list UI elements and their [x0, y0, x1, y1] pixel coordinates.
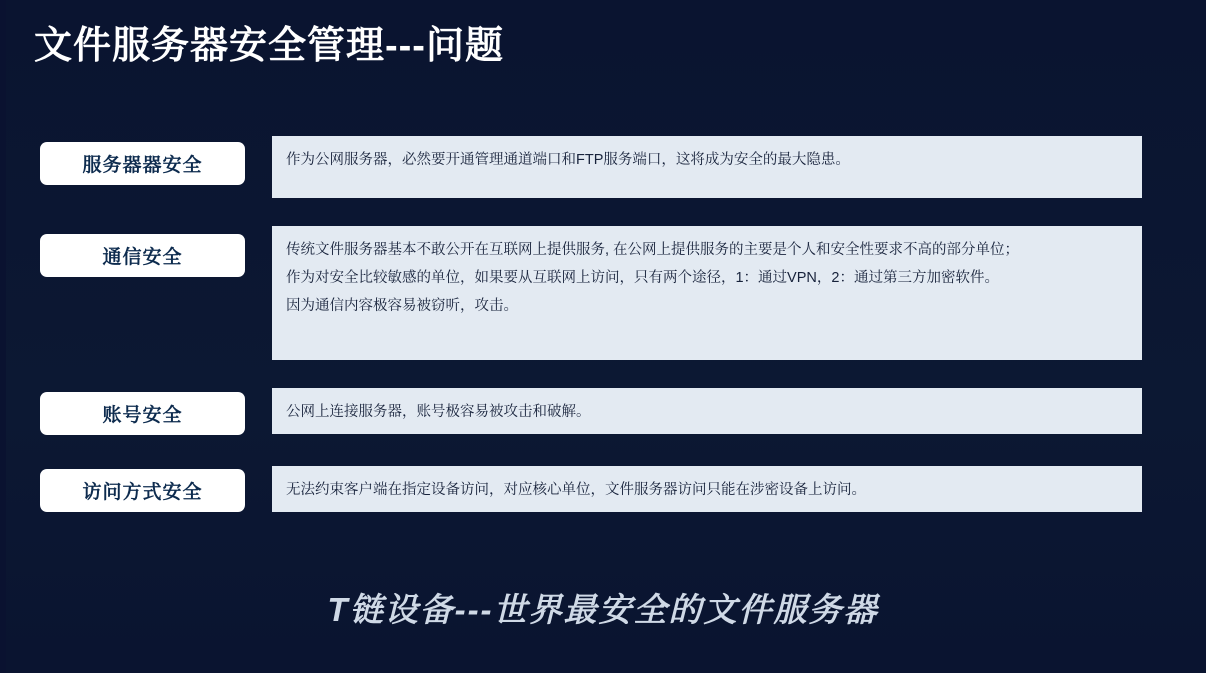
panel-line: 公网上连接服务器，账号极容易被攻击和破解。 [286, 404, 591, 420]
row-panel-account-security [272, 388, 1142, 434]
panel-line: 无法约束客户端在指定设备访问，对应核心单位，文件服务器访问只能在涉密设备上访问。 [286, 482, 866, 498]
slide-footer-tagline: T链设备---世界最安全的文件服务器 [327, 591, 879, 628]
panel-line: 因为通信内容极容易被窃听，攻击。 [286, 298, 518, 314]
row-panel-server-security [272, 136, 1142, 198]
row-label-account-security: 账号安全 [40, 392, 245, 435]
row-label-server-security: 服务器器安全 [40, 142, 245, 185]
page-title: 文件服务器安全管理---问题 [34, 25, 504, 67]
left-edge-accent [0, 0, 6, 673]
panel-line: 作为公网服务器，必然要开通管理通道端口和FTP服务端口，这将成为安全的最大隐患。 [286, 152, 850, 168]
row-label-access-method-security: 访问方式安全 [40, 469, 245, 512]
row-label-communication-security: 通信安全 [40, 234, 245, 277]
panel-line: 传统文件服务器基本不敢公开在互联网上提供服务, 在公网上提供服务的主要是个人和安全性要求不高的部分单位； [286, 242, 1020, 258]
row-panel-communication-security [272, 226, 1142, 360]
panel-line: 作为对安全比较敏感的单位，如果要从互联网上访问，只有两个途径，1：通过VPN，2：通过第三方加密软件。 [286, 270, 999, 286]
row-panel-access-method-security [272, 466, 1142, 512]
